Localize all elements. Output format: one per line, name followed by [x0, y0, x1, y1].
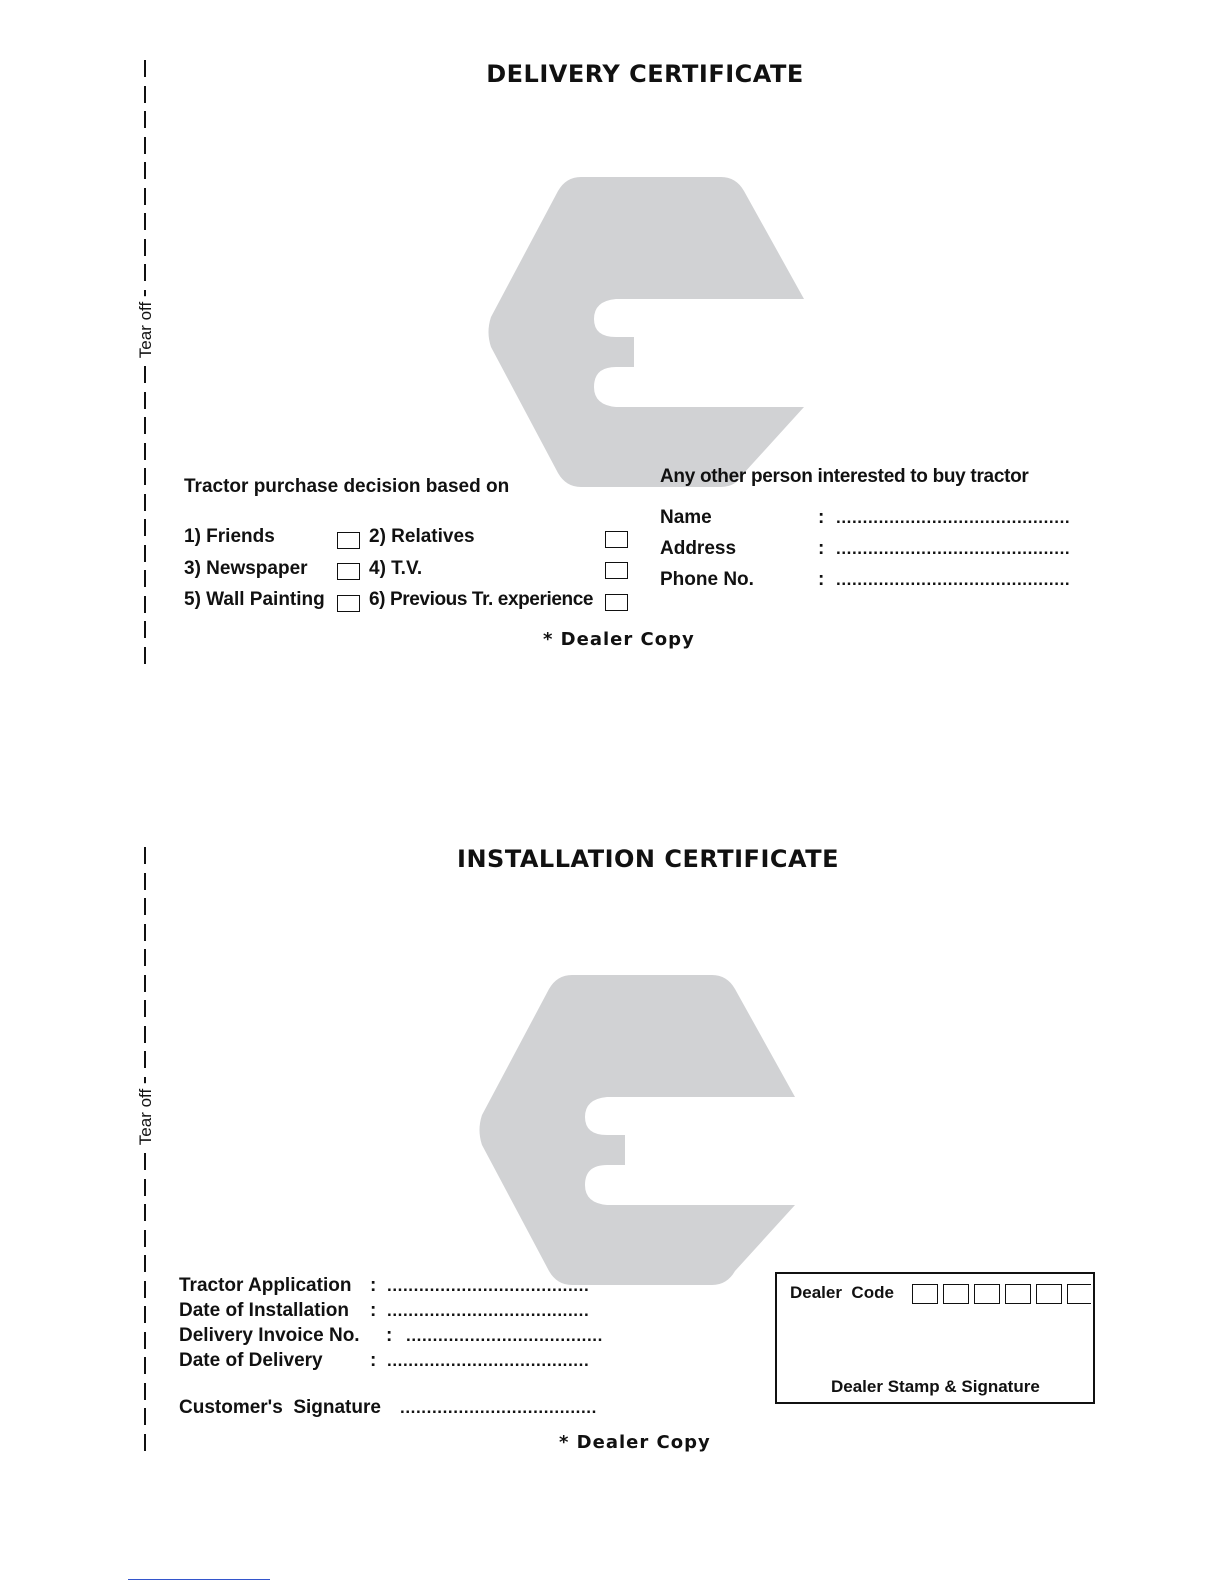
date-of-installation-sep: : [370, 1300, 377, 1321]
tractor-application-label: Tractor Application [179, 1275, 352, 1296]
tear-dash [144, 975, 146, 992]
tear-dash [144, 213, 146, 230]
referral-heading: Any other person interested to buy tractor [660, 466, 1029, 487]
page-footer-rule [128, 1579, 270, 1580]
referral-name-label: Name [660, 507, 712, 528]
tear-dash [144, 1332, 146, 1349]
tear-dash [144, 1383, 146, 1400]
brand-watermark-icon-2 [477, 975, 797, 1285]
tear-dash [144, 1179, 146, 1196]
installation-dealer-copy-note: * Dealer Copy [559, 1432, 711, 1453]
tear-dash [144, 621, 146, 638]
tear-dash [144, 162, 146, 179]
tear-dash [144, 898, 146, 915]
option-friends: 1) Friends [184, 526, 275, 547]
tear-dash [144, 1408, 146, 1425]
option-wall-painting: 5) Wall Painting [184, 589, 325, 610]
dealer-code-box-4[interactable] [1005, 1284, 1031, 1304]
decision-heading: Tractor purchase decision based on [184, 476, 510, 497]
dealer-code-label: Dealer Code [790, 1283, 894, 1302]
customer-signature-field[interactable]: ..................................... [400, 1398, 597, 1417]
tear-dash [144, 1153, 146, 1170]
referral-address-sep: : [818, 538, 825, 559]
delivery-dealer-copy-note: * Dealer Copy [543, 629, 695, 650]
checkbox-newspaper[interactable] [337, 563, 360, 580]
delivery-invoice-label: Delivery Invoice No. [179, 1325, 360, 1346]
tear-dash [144, 1281, 146, 1298]
tear-dash [144, 366, 146, 383]
customer-signature-label: Customer's Signature [179, 1397, 381, 1418]
date-of-delivery-label: Date of Delivery [179, 1350, 323, 1371]
tear-dash [144, 949, 146, 966]
tear-dash [144, 519, 146, 536]
tear-dash [144, 596, 146, 613]
checkbox-tv[interactable] [605, 562, 628, 579]
tear-off-label-installation: Tear off [136, 1083, 156, 1151]
tear-dash [144, 494, 146, 511]
tear-dash [144, 1255, 146, 1272]
dealer-code-box-1[interactable] [912, 1284, 938, 1304]
tear-dash [144, 392, 146, 409]
tear-dash [144, 873, 146, 890]
date-of-installation-field[interactable]: ...................................... [387, 1301, 590, 1320]
tear-dash [144, 545, 146, 562]
tear-dash [144, 417, 146, 434]
dealer-code-box-2[interactable] [943, 1284, 969, 1304]
brand-watermark-icon [486, 177, 806, 487]
installation-certificate-title: INSTALLATION CERTIFICATE [457, 845, 839, 873]
tear-dash [144, 264, 146, 281]
tear-dash [144, 86, 146, 103]
delivery-certificate-title: DELIVERY CERTIFICATE [486, 60, 804, 88]
tear-dash [144, 847, 146, 864]
tear-off-label-delivery: Tear off [136, 296, 156, 364]
referral-name-sep: : [818, 507, 825, 528]
dealer-stamp-label: Dealer Stamp & Signature [831, 1377, 1040, 1396]
checkbox-friends[interactable] [337, 532, 360, 549]
delivery-invoice-field[interactable]: ..................................... [406, 1326, 603, 1345]
dealer-stamp-box [775, 1272, 1095, 1404]
tear-dash [144, 570, 146, 587]
referral-address-label: Address [660, 538, 737, 559]
date-of-delivery-field[interactable]: ...................................... [387, 1351, 590, 1370]
referral-name-field[interactable]: ............................................ [836, 508, 1071, 527]
tear-dash [144, 1306, 146, 1323]
tear-dash [144, 137, 146, 154]
tear-dash [144, 647, 146, 664]
tear-dash [144, 1000, 146, 1017]
tear-dash [144, 1026, 146, 1043]
referral-phone-field[interactable]: ............................................ [836, 570, 1071, 589]
tear-dash [144, 1204, 146, 1221]
referral-phone-sep: : [818, 569, 825, 590]
tear-dash [144, 1051, 146, 1068]
referral-address-field[interactable]: ............................................ [836, 539, 1071, 558]
tear-dash [144, 1230, 146, 1247]
option-relatives: 2) Relatives [369, 526, 475, 547]
referral-phone-label: Phone No. [660, 569, 754, 590]
tear-dash [144, 1434, 146, 1451]
option-tv: 4) T.V. [369, 558, 423, 579]
option-newspaper: 3) Newspaper [184, 558, 308, 579]
tear-dash [144, 60, 146, 77]
dealer-code-box-3[interactable] [974, 1284, 1000, 1304]
tractor-application-sep: : [370, 1275, 377, 1296]
tractor-application-field[interactable]: ...................................... [387, 1276, 590, 1295]
tear-dash [144, 924, 146, 941]
date-of-delivery-sep: : [370, 1350, 377, 1371]
tear-dash [144, 443, 146, 460]
tear-dash [144, 239, 146, 256]
tear-dash [144, 111, 146, 128]
tear-dash [144, 468, 146, 485]
date-of-installation-label: Date of Installation [179, 1300, 349, 1321]
checkbox-previous-experience[interactable] [605, 594, 628, 611]
dealer-code-box-6[interactable] [1067, 1284, 1091, 1304]
dealer-code-box-5[interactable] [1036, 1284, 1062, 1304]
checkbox-relatives[interactable] [605, 531, 628, 548]
delivery-invoice-sep: : [386, 1325, 393, 1346]
tear-dash [144, 188, 146, 205]
checkbox-wall-painting[interactable] [337, 595, 360, 612]
tear-dash [144, 1357, 146, 1374]
option-previous-experience: 6) Previous Tr. experience [369, 589, 594, 610]
